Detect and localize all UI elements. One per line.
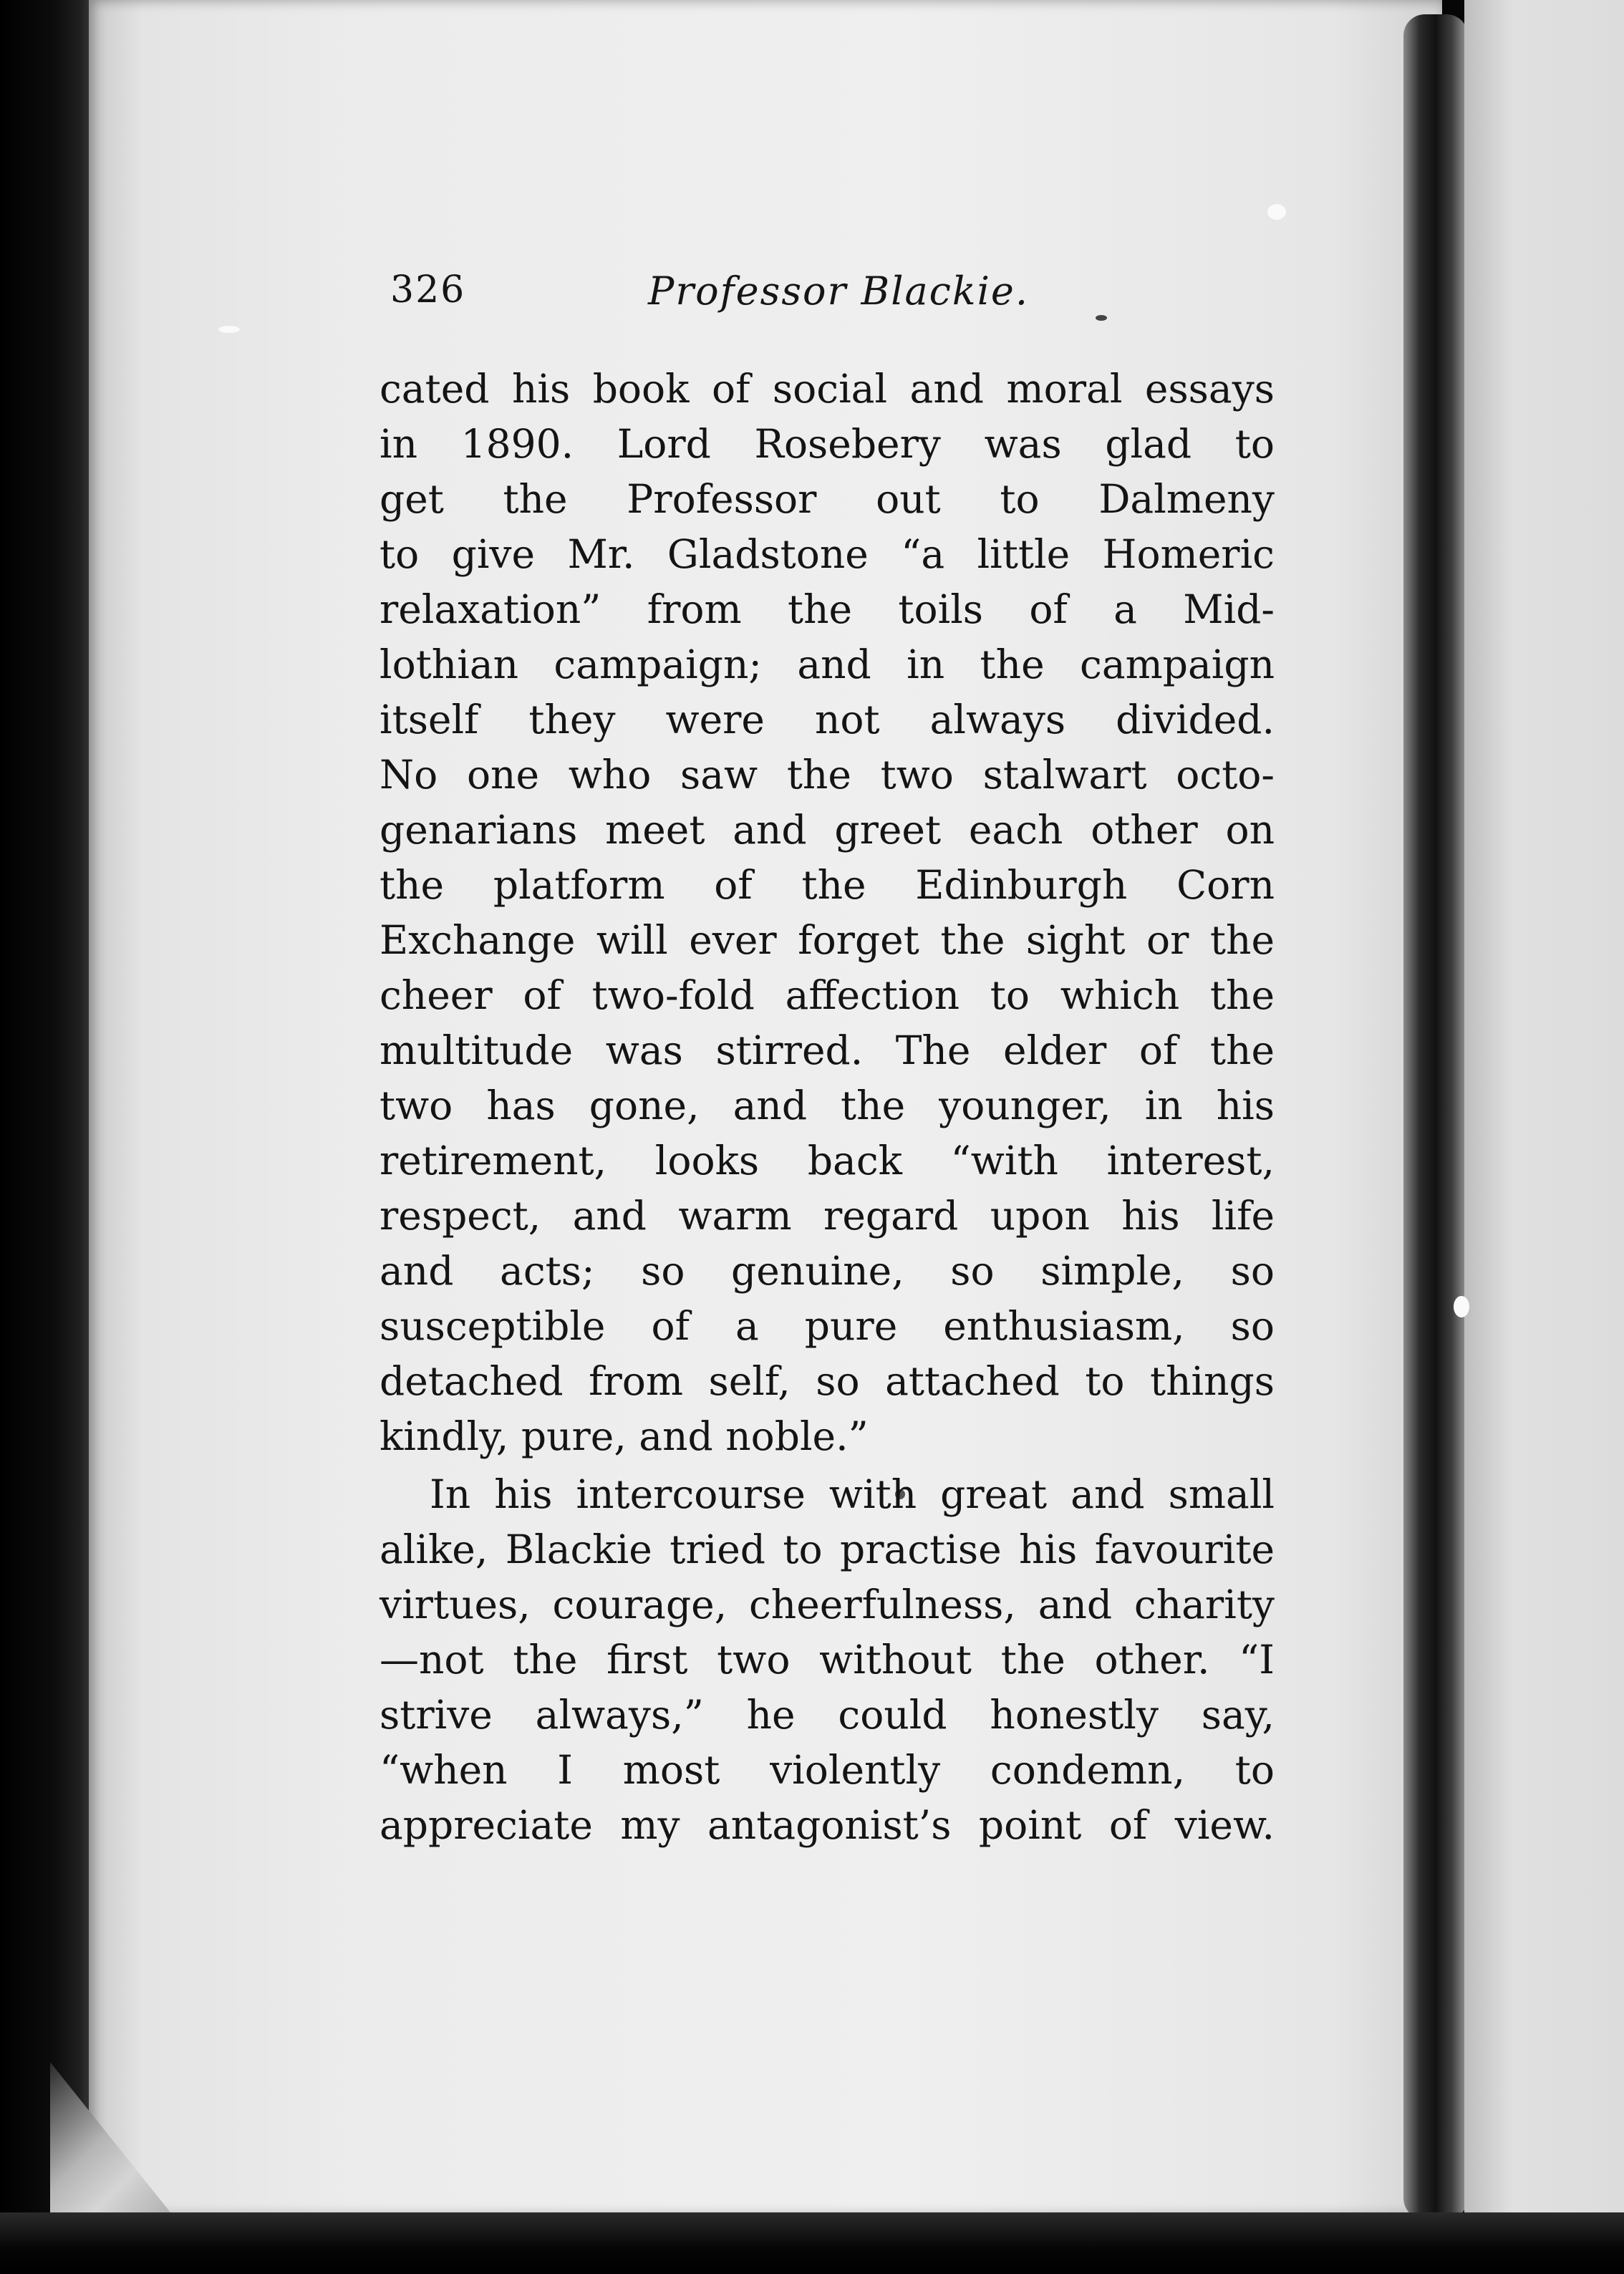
body-text — [380, 362, 1275, 1853]
page-number: 326 — [390, 268, 466, 311]
text-line: relaxation” from the toils of a Mid- — [380, 586, 1275, 632]
dust-speck — [1454, 1296, 1469, 1317]
text-line: detached from self, so attached to things — [380, 1358, 1275, 1404]
text-line: and acts; so genuine, so simple, so — [380, 1248, 1275, 1294]
text-line: to give Mr. Gladstone “a little Homeric — [380, 531, 1275, 577]
text-line: No one who saw the two stalwart octo- — [380, 752, 1275, 798]
dust-speck — [218, 326, 240, 333]
text-line: genarians meet and greet each other on — [380, 807, 1275, 853]
text-line: appreciate my antagonist’s point of view. — [380, 1802, 1275, 1848]
text-line: get the Professor out to Dalmeny — [380, 476, 1275, 522]
bottom-shadow — [0, 2212, 1624, 2274]
dust-speck — [1267, 204, 1286, 220]
running-header — [390, 268, 1285, 333]
text-line: two has gone, and the younger, in his — [380, 1083, 1275, 1128]
text-line: “when I most violently condemn, to — [380, 1747, 1275, 1793]
paragraph — [380, 1467, 1275, 1853]
text-line: —not the first two without the other. “I — [380, 1637, 1275, 1683]
text-line: susceptible of a pure enthusiasm, so — [380, 1303, 1275, 1349]
text-line: cheer of two-fold affection to which the — [380, 972, 1275, 1018]
running-head-title: Professor Blackie. — [648, 268, 1030, 314]
text-line: Exchange will ever forget the sight or the — [380, 917, 1275, 963]
text-line: kindly, pure, and noble.” — [380, 1413, 869, 1459]
paragraph — [380, 362, 1275, 1464]
text-line: strive always,” he could honestly say, — [380, 1692, 1275, 1738]
binding-edge — [0, 0, 93, 2274]
adjacent-page — [1464, 0, 1624, 2274]
text-line: retirement, looks back “with interest, — [380, 1138, 1275, 1184]
text-line: respect, and warm regard upon his life — [380, 1193, 1275, 1239]
text-line: cated his book of social and moral essays — [380, 366, 1275, 412]
text-line: lothian campaign; and in the campaign — [380, 642, 1275, 687]
text-line: in 1890. Lord Rosebery was glad to — [380, 421, 1275, 467]
text-line: itself they were not always divided. — [380, 697, 1275, 742]
text-line: In his intercourse with great and small — [430, 1471, 1275, 1517]
text-line: alike, Blackie tried to practise his favourite — [380, 1527, 1275, 1572]
page-edge-shadow — [1403, 14, 1468, 2220]
text-line: the platform of the Edinburgh Corn — [380, 862, 1275, 908]
text-line: virtues, courage, cheerfulness, and charity — [380, 1582, 1275, 1627]
text-line: multitude was stirred. The elder of the — [380, 1027, 1275, 1073]
